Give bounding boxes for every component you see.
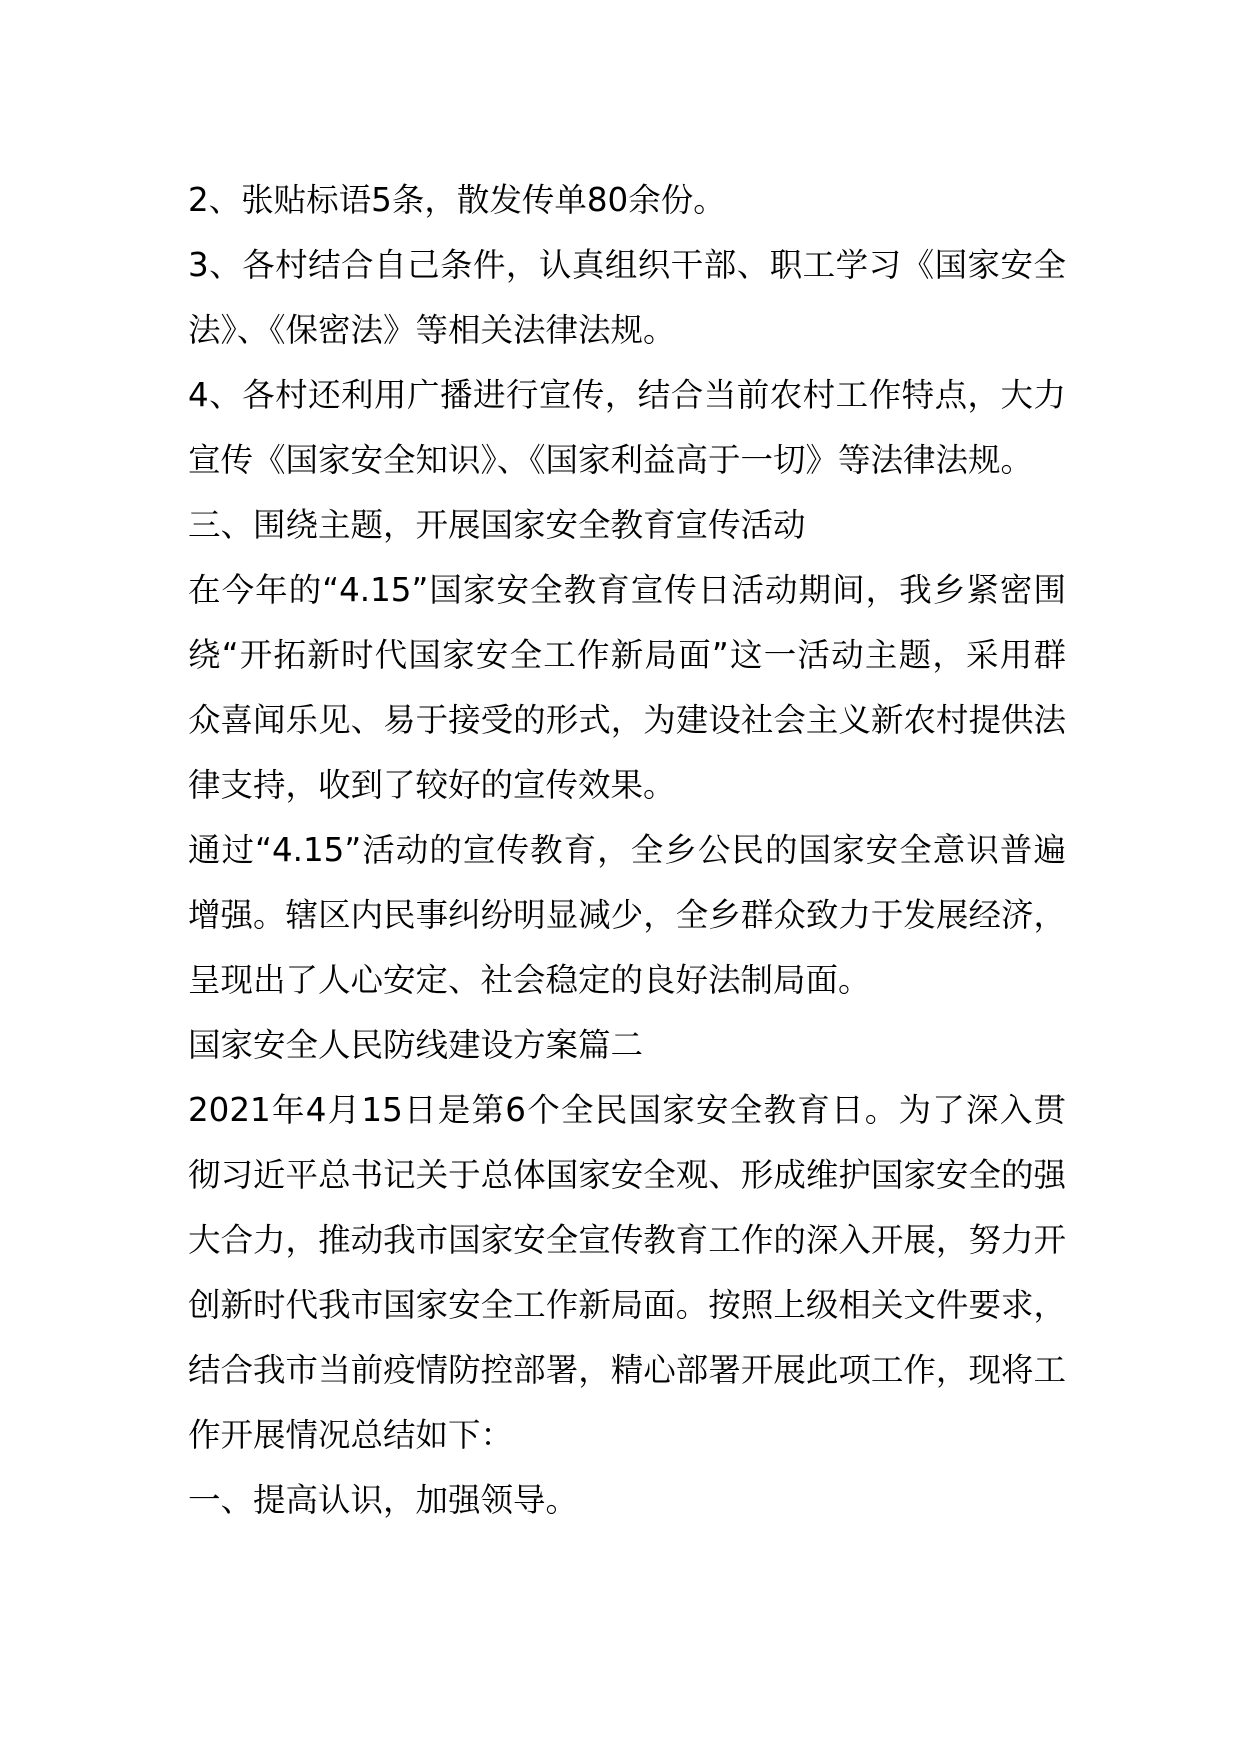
section-heading-three: 三、围绕主题，开展国家安全教育宣传活动 — [188, 506, 806, 544]
paragraph-item-4: 4、各村还利用广播进行宣传，结合当前农村工作特点，大力宣传《国家安全知识》、《国家利益高于一切》等法律法规。 — [188, 376, 1066, 479]
paragraph-item-3: 3、各村结合自己条件，认真组织干部、职工学习《国家安全法》、《保密法》等相关法律法规。 — [188, 246, 1066, 349]
section-heading-one: 一、提高认识，加强领导。 — [188, 1481, 579, 1519]
paragraph-item-2: 2、张贴标语5条，散发传单80余份。 — [188, 181, 726, 219]
article-title-part-two: 国家安全人民防线建设方案篇二 — [188, 1026, 644, 1064]
paragraph-activity-period: 在今年的“4.15”国家安全教育宣传日活动期间，我乡紧密围绕“开拓新时代国家安全工作新局面”这一活动主题，采用群众喜闻乐见、易于接受的形式，为建设社会主义新农村提供法律支持，收到了较好的宣传效果。 — [188, 571, 1066, 804]
paragraph-activity-result: 通过“4.15”活动的宣传教育，全乡公民的国家安全意识普遍增强。辖区内民事纠纷明显减少，全乡群众致力于发展经济，呈现出了人心安定、社会稳定的良好法制局面。 — [188, 831, 1066, 999]
document-body — [188, 168, 1066, 1533]
paragraph-intro-2021: 2021年4月15日是第6个全民国家安全教育日。为了深入贯彻习近平总书记关于总体国家安全观、形成维护国家安全的强大合力，推动我市国家安全宣传教育工作的深入开展，努力开创新时代我市国家安全工作新局面。按照上级相关文件要求，结合我市当前疫情防控部署，精心部署开展此项工作，现将工作开展情况总结如下： — [188, 1091, 1066, 1454]
